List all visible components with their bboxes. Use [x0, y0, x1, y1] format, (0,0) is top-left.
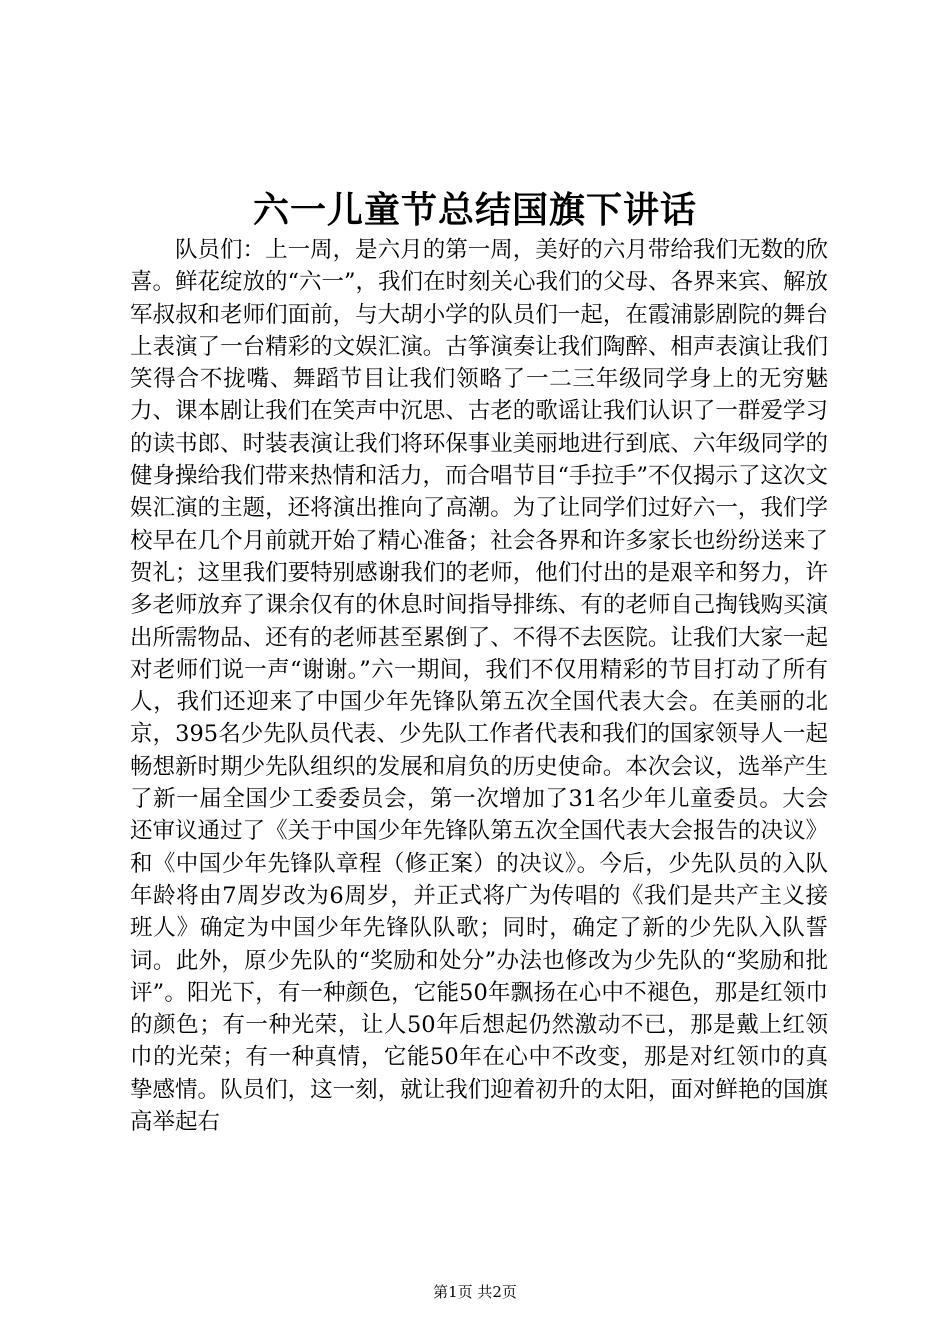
page-footer: 第1页 共2页: [433, 1283, 517, 1301]
document-body: 队员们：上一周，是六月的第一周，美好的六月带给我们无数的欣喜。鲜花绽放的“六一”，我们在时刻关心我们的父母、各界来宾、解放军叔叔和老师们面前，与大胡小学的队员们一起，在霞浦影剧院的舞台上表演了一台精彩的文娱汇演。古筝演奏让我们陶醉、相声表演让我们笑得合不拢嘴、舞蹈节目让我们领略了一二三年级同学身上的无穷魅力、课本剧让我们在笑声中沉思、古老的歌谣让我们认识了一群爱学习的读书郎、时装表演让我们将环保事业美丽地进行到底、六年级同学的健身操给我们带来热情和活力，而合唱节目“手拉手”不仅揭示了这次文娱汇演的主题，还将演出推向了高潮。为了让同学们过好六一，我们学校早在几个月前就开始了精心准备；社会各界和许多家长也纷纷送来了贺礼；这里我们要特别感谢我们的老师，他们付出的是艰辛和努力，许多老师放弃了课余仅有的休息时间指导排练、有的老师自己掏钱购买演出所需物品、还有的老师甚至累倒了、不得不去医院。让我们大家一起对老师们说一声“谢谢。”六一期间，我们不仅用精彩的节目打动了所有人，我们还迎来了中国少年先锋队第五次全国代表大会。在美丽的北京，395名少先队员代表、少先队工作者代表和我们的国家领导人一起畅想新时期少先队组织的发展和肩负的历史使命。本次会议，选举产生了新一届全国少工委委员会，第一次增加了31名少年儿童委员。大会还审议通过了《关于中国少年先锋队第五次全国代表大会报告的决议》和《中国少年先锋队章程（修正案）的决议》。今后，少先队员的入队年龄将由7周岁改为6周岁，并正式将广为传唱的《我们是共产主义接班人》确定为中国少年先锋队队歌；同时，确定了新的少先队入队誓词。此外，原少先队的“奖励和处分”办法也修改为少先队的“奖励和批评”。阳光下，有一种颜色，它能50年飘扬在心中不褪色，那是红领巾的颜色；有一种光荣，让人50年后想起仍然激动不已，那是戴上红领巾的光荣；有一种真情，它能50年在心中不改变，那是对红领巾的真挚感情。队员们，这一刻，就让我们迎着初升的太阳，面对鲜艳的国旗高举起右: [130, 237, 829, 1136]
document-title: 六一儿童节总结国旗下讲话: [252, 189, 697, 231]
